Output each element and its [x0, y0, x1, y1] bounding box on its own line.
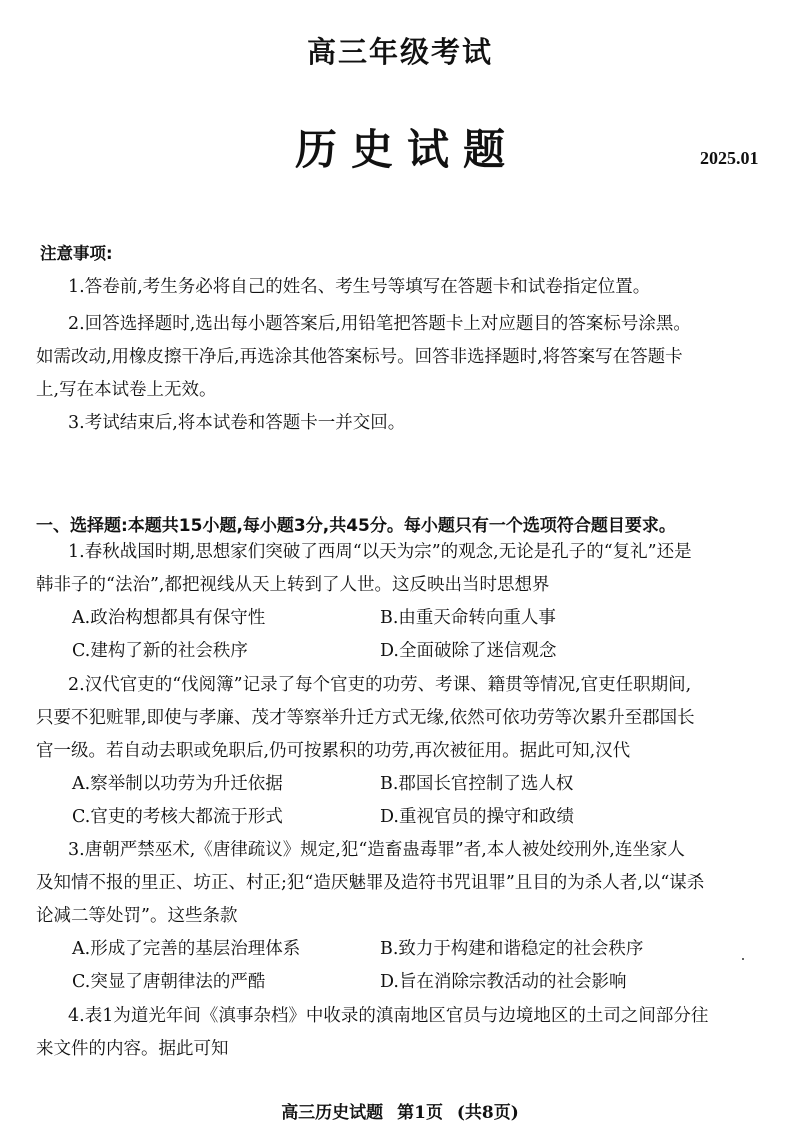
question-2-line-1: 2.汉代官吏的“伐阅簿”记录了每个官吏的功劳、考课、籍贯等情况,官吏任职期间,: [68, 675, 692, 695]
question-1-option-c: C.建构了新的社会秩序: [72, 641, 248, 661]
question-2-option-a: A.察举制以功劳为升迁依据: [72, 774, 283, 794]
footer-page-number: 第1页: [397, 1103, 443, 1123]
exam-date: 2025.01: [700, 148, 759, 168]
question-1-option-b: B.由重天命转向重人事: [380, 608, 556, 628]
question-2-option-d: D.重视官员的操守和政绩: [380, 807, 574, 827]
question-2-line-2: 只要不犯赃罪,即使与孝廉、茂才等察举升迁方式无缘,依然可依功劳等次累升至郡国长: [36, 708, 695, 728]
question-3-option-c: C.突显了唐朝律法的严酷: [72, 972, 266, 992]
note-item-1: 1.答卷前,考生务必将自己的姓名、考生号等填写在答题卡和试卷指定位置。: [68, 277, 651, 297]
page-footer: [0, 1098, 800, 1123]
section-1-heading: 一、选择题:本题共15小题,每小题3分,共45分。每小题只有一个选项符合题目要求。: [36, 516, 676, 536]
question-2-option-b: B.郡国长官控制了选人权: [380, 774, 574, 794]
question-1-option-d: D.全面破除了迷信观念: [380, 641, 557, 661]
notes-heading: 注意事项:: [40, 244, 113, 263]
question-1-option-a: A.政治构想都具有保守性: [72, 608, 266, 628]
footer-total-pages: (共8页): [456, 1103, 519, 1123]
note-item-2-line-3: 上,写在本试卷上无效。: [36, 380, 217, 400]
question-2-line-3: 官一级。若自动去职或免职后,仍可按累积的功劳,再次被征用。据此可知,汉代: [36, 741, 631, 761]
question-3-line-2: 及知情不报的里正、坊正、村正;犯“造厌魅罪及造符书咒诅罪”且目的为杀人者,以“谋杀: [36, 873, 705, 893]
note-item-2-line-1: 2.回答选择题时,选出每小题答案后,用铅笔把答题卡上对应题目的答案标号涂黑。: [68, 314, 691, 334]
note-item-2-line-2: 如需改动,用橡皮擦干净后,再选涂其他答案标号。回答非选择题时,将答案写在答题卡: [36, 347, 683, 367]
scan-speck: [742, 958, 744, 960]
note-item-3: 3.考试结束后,将本试卷和答题卡一并交回。: [68, 413, 406, 433]
question-1-line-2: 韩非子的“法治”,都把视线从天上转到了人世。这反映出当时思想界: [36, 575, 550, 595]
question-3-line-3: 论减二等处罚”。这些条款: [36, 906, 238, 926]
question-3-line-1: 3.唐朝严禁巫术,《唐律疏议》规定,犯“造畜蛊毒罪”者,本人被处绞刑外,连坐家人: [68, 840, 685, 860]
question-4-line-1: 4.表1为道光年间《滇事杂档》中收录的滇南地区官员与边境地区的土司之间部分往: [68, 1006, 709, 1026]
footer-label: 高三历史试题: [281, 1103, 384, 1123]
exam-title: 高三年级考试: [306, 35, 493, 69]
question-4-line-2: 来文件的内容。据此可知: [36, 1039, 229, 1059]
question-3-option-a: A.形成了完善的基层治理体系: [72, 939, 301, 959]
question-3-option-d: D.旨在消除宗教活动的社会影响: [380, 972, 627, 992]
question-1-line-1: 1.春秋战国时期,思想家们突破了西周“以天为宗”的观念,无论是孔子的“复礼”还是: [68, 542, 692, 562]
subject-title: 历史试题: [294, 125, 519, 174]
question-2-option-c: C.官吏的考核大都流于形式: [72, 807, 283, 827]
question-3-option-b: B.致力于构建和谐稳定的社会秩序: [380, 939, 644, 959]
